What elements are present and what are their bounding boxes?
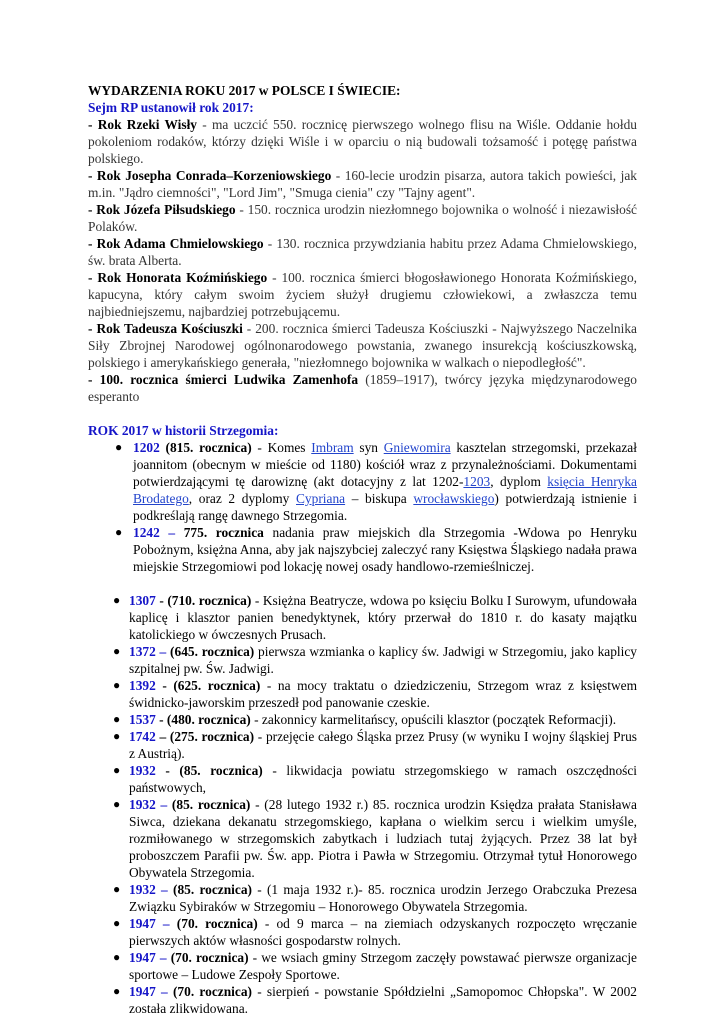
year-entry	[88, 201, 637, 235]
strzegom-heading: ROK 2017 w historii Strzegomia:	[88, 423, 279, 438]
event-anniversary: - (625. rocznica)	[155, 678, 261, 693]
bullet-icon: ●	[115, 440, 123, 454]
event-year: 1202	[133, 440, 160, 455]
link-imbram[interactable]: Imbram	[311, 440, 354, 455]
bullet-icon: ●	[115, 525, 123, 539]
link-henryk-brodaty[interactable]: księcia Henryka Brodatego	[133, 474, 637, 506]
event-text: - we wsiach gminy Strzegom zaczęły powstawać pierwsze organizacje sportowe – Ludowe Zespoły Sportowe.	[129, 950, 637, 982]
year-name: - Rok Josepha Conrada–Korzeniowskiego	[88, 168, 332, 183]
early-events-list	[115, 439, 637, 575]
event-text: pierwsza wzmianka o kaplicy św. Jadwigi w Strzegomiu, jako kaplicy szpitalnej pw. Św. Jadwigi.	[129, 644, 638, 676]
bullet-icon: ●	[113, 916, 121, 930]
event-text: - od 9 marca – na ziemiach odzyskanych rozpoczęto wręczanie pierwszych aktów własności gospodarstw rolnych.	[129, 916, 637, 948]
link-cyprian[interactable]: Cypriana	[296, 491, 346, 506]
year-description: - 200. rocznica śmierci Tadeusza Kościuszki - Najwyższego Naczelnika Siły Zbrojnej Narodowej ogólnonarodowego powstania, zwanego insurekcją kościuszkowską, polskiego i amerykańskiego generała, "niezłomnego bojownika w walkach o niepodległość".	[88, 321, 637, 370]
bullet-icon: ●	[113, 950, 121, 964]
year-entry	[88, 167, 637, 201]
event-year: 1537	[129, 712, 156, 727]
list-item	[113, 711, 637, 728]
link-gniewomira[interactable]: Gniewomira	[383, 440, 451, 455]
bullet-icon: ●	[113, 644, 121, 658]
event-year: 1947 –	[129, 950, 167, 965]
event-anniversary: – (275. rocznica)	[155, 729, 255, 744]
year-entry	[88, 269, 637, 320]
bullet-icon: ●	[113, 797, 121, 811]
bullet-icon: ●	[113, 712, 121, 726]
year-description: - ma uczcić 550. rocznicę pierwszego wolnego flisu na Wiśle. Oddanie hołdu pokoleniom rodaków, którzy dzięki Wiśle i w oparciu o nią budowali tożsamość i potęgę państwa polskiego.	[88, 117, 637, 166]
link-wroclawskiego[interactable]: wrocławskiego	[413, 491, 495, 506]
event-year: 1307	[129, 593, 156, 608]
list-item	[113, 728, 637, 762]
year-name: - Rok Józefa Piłsudskiego	[88, 202, 236, 217]
event-text: – biskupa	[345, 491, 414, 506]
events-list	[113, 592, 638, 1017]
year-description: - 130. rocznica przywdziania habitu przez Adama Chmielowskiego, św. brata Alberta.	[88, 236, 637, 268]
bullet-icon: ●	[113, 729, 121, 743]
event-text: - sierpień - powstanie Spółdzielni „Samopomoc Chłopska". W 2002 została zlikwidowana.	[129, 984, 637, 1016]
bullet-icon: ●	[113, 984, 121, 998]
year-entry	[88, 320, 637, 371]
event-anniversary: (85. rocznica)	[167, 882, 252, 897]
sejm-heading: Sejm RP ustanowił rok 2017:	[88, 100, 254, 115]
event-anniversary: (85. rocznica)	[167, 797, 251, 812]
bullet-icon: ●	[113, 678, 121, 692]
event-text: - przejęcie całego Śląska przez Prusy (w wyniku I wojny śląskiej Prus z Austrią).	[129, 729, 637, 761]
year-name: - 100. rocznica śmierci Ludwika Zamenhofa	[88, 372, 359, 387]
event-text: - zakonnicy karmelitańscy, opuścili klasztor (początek Reformacji).	[250, 712, 617, 727]
bullet-icon: ●	[113, 763, 121, 777]
list-item	[113, 881, 637, 915]
event-text: - na mocy traktatu o dziedziczeniu, Strzegom wraz z księstwem świdnicko-jaworskim przeszedł pod panowanie czeskie.	[129, 678, 637, 710]
event-year: 1372 –	[129, 644, 167, 659]
year-entry	[88, 235, 637, 269]
years-list	[88, 116, 637, 405]
bullet-icon: ●	[113, 593, 121, 607]
event-year: 1932	[129, 763, 156, 778]
document-content	[88, 82, 637, 1017]
year-entry	[88, 116, 637, 167]
event-year: 1932 –	[129, 797, 168, 812]
event-anniversary: (70. rocznica)	[169, 916, 258, 931]
event-text: - (28 lutego 1932 r.) 85. rocznica urodzin Księdza prałata Stanisława Siwca, dziekana dekanatu strzegomskiego, kapłana o wielkim sercu i wielkim umyśle, rozmiłowanego w strzegomskich zabytkach i ludziach tutaj żyjących. Przez 38 lat był proboszczem Parafii pw. Św. app. Piotra i Pawła w Strzegomiu. Otrzymał tytuł Honorowego Obywatela Strzegomia.	[129, 797, 637, 880]
list-item	[113, 643, 638, 677]
year-name: - Rok Adama Chmielowskiego	[88, 236, 264, 251]
event-year: 1932 –	[129, 882, 168, 897]
event-text: , dyplom	[490, 474, 548, 489]
list-item	[113, 983, 637, 1017]
year-entry	[88, 371, 637, 405]
event-anniversary: 775. rocznica	[175, 525, 264, 540]
list-item	[115, 439, 637, 524]
event-text: nadania praw miejskich dla Strzegomia -Wdowa po Henryku Pobożnym, księżna Anna, aby jak najszybciej zaleczyć rany Księstwa Śląskiego nadała prawa miejskie Strzegomiowi pod lokację nowej osady handlowo-rzemieślniczej.	[133, 525, 637, 574]
event-anniversary: (645. rocznica)	[166, 644, 255, 659]
year-description: - 150. rocznica urodzin niezłomnego bojownika o wolność i niezawisłość Polaków.	[88, 202, 637, 234]
event-year: 1392	[129, 678, 156, 693]
event-text: - likwidacja powiatu strzegomskiego w ramach oszczędności państwowych,	[129, 763, 638, 795]
list-item	[115, 524, 637, 575]
year-name: - Rok Tadeusza Kościuszki	[88, 321, 243, 336]
event-anniversary: (70. rocznica)	[166, 950, 249, 965]
year-name: - Rok Honorata Koźmińskiego	[88, 270, 268, 285]
year-description: - 160-lecie urodzin pisarza, autora takich powieści, jak m.in. "Jądro ciemności", "Lord Jim", "Smuga cienia" czy "Tajny agent".	[88, 168, 637, 200]
event-anniversary: (70. rocznica)	[167, 984, 252, 999]
list-item	[113, 762, 638, 796]
page-title: WYDARZENIA ROKU 2017 w POLSCE I ŚWIECIE:	[88, 83, 401, 98]
year-description: (1859–1917), twórcy języka międzynarodowego esperanto	[88, 372, 637, 404]
link-1203[interactable]: 1203	[463, 474, 491, 489]
event-anniversary: - (480. rocznica)	[155, 712, 251, 727]
event-text: - (1 maja 1932 r.)- 85. rocznica urodzin Jerzego Orabczuka Prezesa Związku Sybiraków w Strzegomiu – Honorowego Obywatela Strzegomia.	[129, 882, 637, 914]
list-item	[113, 592, 638, 643]
event-anniversary: - (710. rocznica)	[155, 593, 252, 608]
event-text: ) potwierdzają istnienie i podkreślają rangę dawnego Strzegomia.	[133, 491, 637, 523]
event-anniversary: (815. rocznica)	[159, 440, 252, 455]
event-year: 1242 –	[133, 525, 176, 540]
year-name: - Rok Rzeki Wisły	[88, 117, 197, 132]
bullet-icon: ●	[113, 882, 121, 896]
year-description: - 100. rocznica śmierci błogosławionego Honorata Koźmińskiego, kapucyna, który całym swoim życiem służył drugiemu człowiekowi, a zwłaszcza temu najbiedniejszemu, najbardziej potrzebującemu.	[88, 270, 637, 319]
list-item	[113, 796, 637, 881]
event-text: syn	[353, 440, 384, 455]
event-text: , oraz 2 dyplomy	[188, 491, 296, 506]
event-text: - Księżna Beatrycze, wdowa po księciu Bolku I Surowym, ufundowała kaplicę i klasztor panien benedyktynek, który przerwał do 1810 r. do kasaty majątku katolickiego w ówczesnych Prusach.	[129, 593, 638, 642]
event-text: kasztelan strzegomski, przekazał joannitom (obecnym w mieście od 1180) kościół wraz z przynależnościami. Dokumentami potwierdzającymi tę darowiznę (akt dotacyjny z lat 1202-	[133, 440, 637, 489]
event-year: 1947 –	[129, 916, 170, 931]
list-item	[113, 949, 637, 983]
list-item	[113, 677, 637, 711]
event-anniversary: - (85. rocznica)	[155, 763, 263, 778]
list-item	[113, 915, 637, 949]
event-text: - Komes	[251, 440, 312, 455]
event-year: 1947 –	[129, 984, 168, 999]
event-year: 1742	[129, 729, 156, 744]
